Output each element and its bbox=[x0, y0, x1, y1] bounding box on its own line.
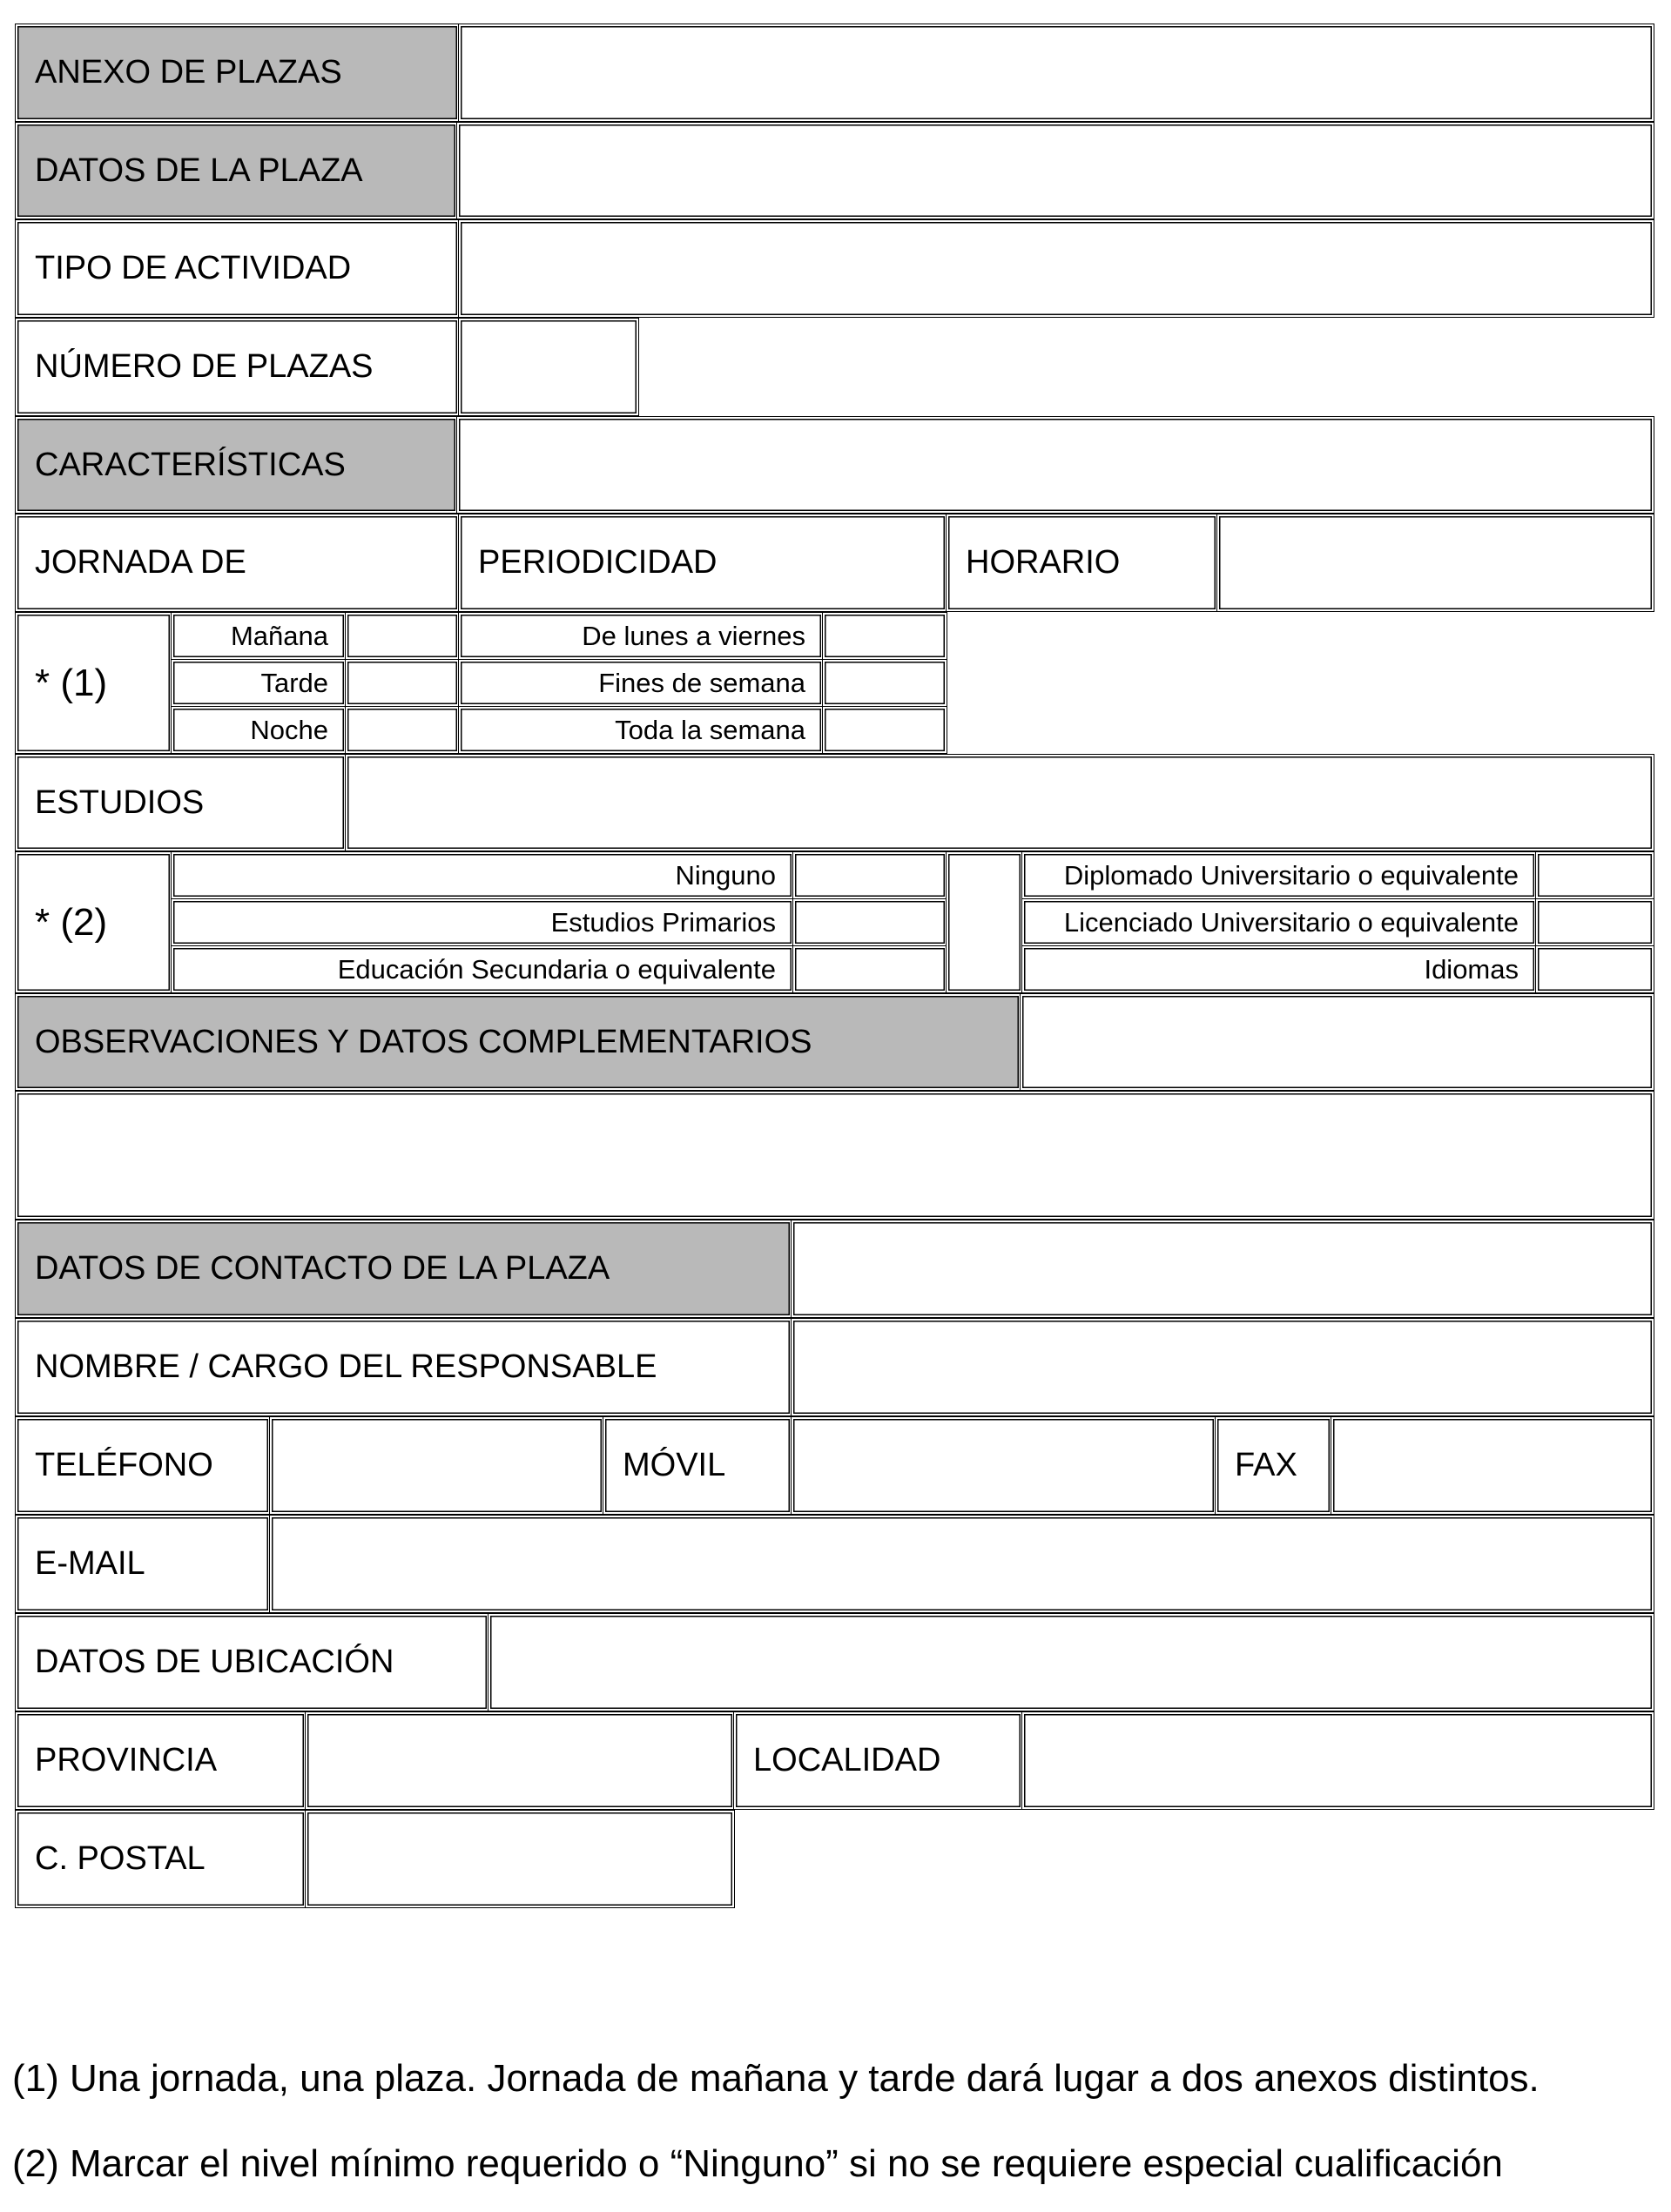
email-cell bbox=[15, 1515, 271, 1613]
telefono-cell bbox=[15, 1416, 271, 1515]
option-diplomado-label: Diplomado Universitario o equivalente bbox=[1063, 859, 1519, 891]
numero-de-plazas-cell bbox=[15, 318, 460, 416]
option-toda-semana-label: Toda la semana bbox=[615, 714, 805, 745]
anexo-de-plazas-label: ANEXO DE PLAZAS bbox=[35, 54, 342, 91]
option-fines-semana-label: Fines de semana bbox=[598, 667, 805, 698]
checkbox-manana[interactable] bbox=[345, 612, 460, 660]
checkbox-estudios-primarios[interactable] bbox=[792, 898, 947, 946]
movil-cell bbox=[603, 1416, 792, 1515]
tipo-de-actividad-cell bbox=[15, 219, 460, 318]
caracteristicas-header bbox=[15, 416, 458, 514]
option-ninguno-label: Ninguno bbox=[675, 859, 776, 891]
movil-field[interactable] bbox=[791, 1416, 1216, 1515]
tipo-de-actividad-field[interactable] bbox=[458, 219, 1654, 318]
datos-contacto-label: DATOS DE CONTACTO DE LA PLAZA bbox=[35, 1250, 610, 1287]
option-educacion-secundaria bbox=[171, 945, 794, 993]
checkbox-noche[interactable] bbox=[345, 706, 460, 754]
ref-2-label: * (2) bbox=[35, 900, 108, 944]
anexo-de-plazas-field[interactable] bbox=[458, 24, 1654, 122]
estudios-cell bbox=[15, 754, 347, 851]
option-estudios-primarios-label: Estudios Primarios bbox=[550, 906, 776, 938]
estudios-field[interactable] bbox=[345, 754, 1654, 851]
localidad-label: LOCALIDAD bbox=[753, 1742, 941, 1778]
datos-contacto-header bbox=[15, 1220, 792, 1318]
checkbox-idiomas[interactable] bbox=[1535, 945, 1654, 993]
estudios-spacer-cell bbox=[946, 851, 1023, 993]
fax-label: FAX bbox=[1235, 1447, 1297, 1483]
c-postal-field[interactable] bbox=[305, 1810, 735, 1908]
datos-ubicacion-cell bbox=[15, 1613, 489, 1711]
horario-label: HORARIO bbox=[966, 544, 1121, 581]
provincia-cell bbox=[15, 1711, 307, 1810]
option-manana-label: Mañana bbox=[230, 620, 328, 651]
ref-2-cell bbox=[15, 851, 172, 993]
datos-ubicacion-label: DATOS DE UBICACIÓN bbox=[35, 1644, 394, 1680]
datos-ubicacion-field[interactable] bbox=[488, 1613, 1654, 1711]
checkbox-diplomado[interactable] bbox=[1535, 851, 1654, 899]
option-lunes-viernes-label: De lunes a viernes bbox=[582, 620, 805, 651]
jornada-de-cell bbox=[15, 514, 460, 612]
observaciones-label: OBSERVACIONES Y DATOS COMPLEMENTARIOS bbox=[35, 1023, 812, 1060]
option-ninguno bbox=[171, 851, 794, 899]
periodicidad-cell bbox=[458, 514, 947, 612]
footnote-1: (1) Una jornada, una plaza. Jornada de mañana y tarde dará lugar a dos anexos distintos. bbox=[12, 2057, 1540, 2100]
observaciones-header bbox=[15, 993, 1021, 1091]
option-noche bbox=[171, 706, 347, 754]
localidad-field[interactable] bbox=[1021, 1711, 1654, 1810]
checkbox-fines-semana[interactable] bbox=[822, 659, 947, 707]
datos-contacto-field[interactable] bbox=[791, 1220, 1654, 1318]
anexo-de-plazas-header bbox=[15, 24, 460, 122]
ref-1-cell bbox=[15, 612, 172, 754]
horario-field[interactable] bbox=[1216, 514, 1654, 612]
option-tarde-label: Tarde bbox=[260, 667, 328, 698]
estudios-label: ESTUDIOS bbox=[35, 783, 205, 821]
email-label: E-MAIL bbox=[35, 1545, 145, 1582]
checkbox-licenciado[interactable] bbox=[1535, 898, 1654, 946]
option-tarde bbox=[171, 659, 347, 707]
periodicidad-label: PERIODICIDAD bbox=[478, 544, 718, 581]
c-postal-cell bbox=[15, 1810, 307, 1908]
provincia-field[interactable] bbox=[305, 1711, 735, 1810]
datos-de-la-plaza-field[interactable] bbox=[456, 122, 1654, 219]
option-diplomado bbox=[1021, 851, 1537, 899]
option-educacion-secundaria-label: Educación Secundaria o equivalente bbox=[337, 953, 776, 985]
option-estudios-primarios bbox=[171, 898, 794, 946]
jornada-de-label: JORNADA DE bbox=[35, 544, 246, 581]
caracteristicas-field[interactable] bbox=[456, 416, 1654, 514]
option-licenciado bbox=[1021, 898, 1537, 946]
tipo-de-actividad-label: TIPO DE ACTIVIDAD bbox=[35, 250, 352, 286]
nombre-cargo-cell bbox=[15, 1318, 792, 1416]
observaciones-aux-field[interactable] bbox=[1020, 993, 1654, 1091]
ref-1-label: * (1) bbox=[35, 661, 108, 704]
option-licenciado-label: Licenciado Universitario o equivalente bbox=[1063, 906, 1519, 938]
checkbox-educacion-secundaria[interactable] bbox=[792, 945, 947, 993]
fax-cell bbox=[1215, 1416, 1332, 1515]
movil-label: MÓVIL bbox=[623, 1447, 726, 1483]
checkbox-toda-semana[interactable] bbox=[822, 706, 947, 754]
datos-de-la-plaza-header bbox=[15, 122, 458, 219]
localidad-cell bbox=[733, 1711, 1023, 1810]
checkbox-lunes-viernes[interactable] bbox=[822, 612, 947, 660]
option-noche-label: Noche bbox=[250, 714, 328, 745]
fax-field[interactable] bbox=[1331, 1416, 1654, 1515]
caracteristicas-label: CARACTERÍSTICAS bbox=[35, 446, 346, 483]
checkbox-ninguno[interactable] bbox=[792, 851, 947, 899]
nombre-cargo-field[interactable] bbox=[791, 1318, 1654, 1416]
footnote-2: (2) Marcar el nivel mínimo requerido o “Ninguno” si no se requiere especial cualificación bbox=[12, 2142, 1503, 2185]
horario-cell bbox=[946, 514, 1218, 612]
observaciones-textarea[interactable] bbox=[15, 1091, 1654, 1220]
numero-de-plazas-label: NÚMERO DE PLAZAS bbox=[35, 348, 374, 385]
telefono-label: TELÉFONO bbox=[35, 1447, 213, 1483]
numero-de-plazas-field[interactable] bbox=[458, 318, 639, 416]
option-idiomas bbox=[1021, 945, 1537, 993]
telefono-field[interactable] bbox=[269, 1416, 604, 1515]
nombre-cargo-label: NOMBRE / CARGO DEL RESPONSABLE bbox=[35, 1348, 657, 1385]
option-idiomas-label: Idiomas bbox=[1424, 953, 1519, 985]
checkbox-tarde[interactable] bbox=[345, 659, 460, 707]
provincia-label: PROVINCIA bbox=[35, 1742, 218, 1778]
option-manana bbox=[171, 612, 347, 660]
option-lunes-viernes bbox=[458, 612, 824, 660]
email-field[interactable] bbox=[269, 1515, 1654, 1613]
c-postal-label: C. POSTAL bbox=[35, 1840, 206, 1877]
option-fines-semana bbox=[458, 659, 824, 707]
option-toda-semana bbox=[458, 706, 824, 754]
datos-de-la-plaza-label: DATOS DE LA PLAZA bbox=[35, 151, 363, 189]
